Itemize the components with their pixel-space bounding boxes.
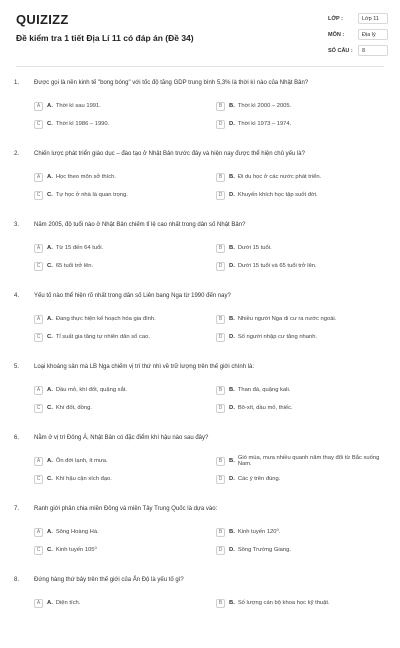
option-key-dot: .	[51, 547, 53, 553]
option-letter-box[interactable]: B	[216, 528, 225, 537]
option-text: Đang thực hiện kế hoạch hóa gia đình.	[55, 316, 156, 322]
option-key: A	[47, 529, 52, 535]
option-text: Số lượng cán bộ khoa học kỹ thuật.	[237, 600, 330, 606]
meta-label: LỚP :	[328, 15, 343, 22]
option-key-dot: .	[51, 121, 53, 127]
question-2	[0, 151, 400, 222]
option-key: B	[229, 174, 234, 180]
option-key: B	[229, 103, 234, 109]
answer-options	[0, 171, 400, 201]
option-key: B	[229, 245, 234, 251]
answer-option-b[interactable]	[216, 313, 384, 325]
answer-option-c[interactable]	[34, 331, 202, 343]
option-text: Ôn đới lạnh, ít mưa.	[55, 458, 108, 464]
question-text: Nằm ở vị trí Đông Á, Nhật Bản có đặc điểm khí hậu nào sau đây?	[34, 435, 209, 441]
option-text: Thời kì 1986 – 1990.	[55, 121, 110, 127]
option-key: C	[47, 476, 52, 482]
option-key-dot: .	[233, 387, 235, 393]
option-text: Khuyến khích học tập suốt đời.	[237, 192, 318, 198]
question-list	[0, 80, 400, 648]
question-3	[0, 222, 400, 293]
answer-option-a[interactable]	[34, 242, 202, 254]
question-header	[0, 506, 400, 526]
quizizz-logo: QUIZIZZ	[16, 12, 69, 27]
option-letter-box[interactable]: B	[216, 244, 225, 253]
option-text: Than đá, quặng kali.	[237, 387, 291, 393]
question-text: Được gọi là nền kinh tế "bong bóng" với tốc độ tăng GDP trung bình 5,3% là thời kì nào của Nhật Bản?	[34, 80, 309, 86]
option-key-dot: .	[51, 476, 53, 482]
option-letter-box[interactable]: A	[34, 102, 43, 111]
answer-option-c[interactable]	[34, 118, 202, 130]
answer-options	[0, 597, 400, 609]
answer-options	[0, 455, 400, 485]
answer-option-c[interactable]	[34, 402, 202, 414]
option-key-dot: .	[51, 263, 53, 269]
option-letter-box[interactable]: D	[216, 404, 225, 413]
option-key: A	[47, 387, 52, 393]
question-header	[0, 577, 400, 597]
option-letter-box[interactable]: C	[34, 120, 43, 129]
option-letter-box[interactable]: C	[34, 262, 43, 271]
option-letter-box[interactable]: A	[34, 315, 43, 324]
answer-option-b[interactable]	[216, 384, 384, 396]
option-key-dot: .	[51, 529, 53, 535]
answer-option-b[interactable]	[216, 171, 384, 183]
option-key-dot: .	[233, 405, 235, 411]
answer-option-a[interactable]	[34, 455, 202, 467]
option-key-dot: .	[51, 316, 53, 322]
option-text: Dưới 15 tuổi và 65 tuổi trở lên.	[237, 263, 317, 269]
answer-option-b[interactable]	[216, 100, 384, 112]
option-key-dot: .	[233, 245, 235, 251]
answer-options	[0, 526, 400, 556]
option-letter-box[interactable]: A	[34, 244, 43, 253]
option-key-dot: .	[51, 103, 53, 109]
header-divider	[16, 66, 384, 67]
option-text: Khí đốt, đồng.	[55, 405, 92, 411]
option-key-dot: .	[233, 263, 235, 269]
option-letter-box[interactable]: D	[216, 191, 225, 200]
option-text: Thời kì 2000 – 2005.	[237, 103, 292, 109]
option-key: B	[229, 387, 234, 393]
option-key: A	[47, 600, 52, 606]
question-text: Loại khoáng sản mà LB Nga chiếm vị trí thứ nhì về trữ lượng trên thế giới chính là:	[34, 364, 255, 370]
meta-value: Địa lý	[358, 29, 388, 40]
option-text: Tỉ suất gia tăng tự nhiên dân số cao.	[55, 334, 150, 340]
question-text: Năm 2005, độ tuổi nào ở Nhật Bản chiếm tỉ lệ cao nhất trong dân số Nhật Bản?	[34, 222, 246, 228]
option-key: A	[47, 458, 52, 464]
option-letter-box[interactable]: C	[34, 404, 43, 413]
page-header	[0, 0, 400, 68]
question-number: 5.	[14, 364, 20, 370]
option-key-dot: .	[233, 121, 235, 127]
option-key-dot: .	[51, 405, 53, 411]
option-text: Thời kì 1973 – 1974.	[237, 121, 292, 127]
option-key: B	[229, 529, 234, 535]
option-letter-box[interactable]: C	[34, 333, 43, 342]
question-number: 1.	[14, 80, 20, 86]
answer-option-b[interactable]	[216, 455, 384, 467]
question-header	[0, 293, 400, 313]
option-text: Gió mùa, mưa nhiều quanh năm thay đổi từ Bắc xuống Nam.	[237, 455, 380, 467]
question-6	[0, 435, 400, 506]
option-key-dot: .	[233, 103, 235, 109]
option-letter-box[interactable]: D	[216, 262, 225, 271]
option-text: Dưới 15 tuổi.	[237, 245, 272, 251]
option-text: Dầu mỏ, khí đốt, quặng sắt.	[55, 387, 128, 393]
option-key: D	[229, 547, 234, 553]
option-key-dot: .	[233, 316, 235, 322]
option-letter-box[interactable]: C	[34, 475, 43, 484]
option-text: 65 tuổi trở lên.	[55, 263, 94, 269]
question-text: Đứng hàng thứ bảy trên thế giới của Ấn Độ là yếu tố gì?	[34, 577, 184, 583]
option-key: D	[229, 121, 234, 127]
answer-option-c[interactable]	[34, 260, 202, 272]
meta-label: SỐ CÂU :	[328, 47, 353, 54]
option-key-dot: .	[51, 245, 53, 251]
answer-option-d[interactable]	[216, 189, 384, 201]
option-key: A	[47, 316, 52, 322]
question-5	[0, 364, 400, 435]
option-text: Kinh tuyến 105⁰	[55, 547, 97, 553]
question-number: 6.	[14, 435, 20, 441]
option-text: Đi du học ở các nước phát triển.	[237, 174, 322, 180]
option-text: Diện tích.	[55, 600, 81, 606]
option-key-dot: .	[233, 334, 235, 340]
question-header	[0, 80, 400, 100]
option-text: Kinh tuyến 120⁰.	[237, 529, 281, 535]
question-number: 3.	[14, 222, 20, 228]
meta-label: MÔN :	[328, 31, 345, 38]
option-text: Thời kì sau 1991.	[55, 103, 101, 109]
option-key: C	[47, 263, 52, 269]
option-letter-box[interactable]: A	[34, 599, 43, 608]
option-letter-box[interactable]: A	[34, 457, 43, 466]
option-letter-box[interactable]: D	[216, 475, 225, 484]
option-letter-box[interactable]: B	[216, 315, 225, 324]
answer-option-a[interactable]	[34, 384, 202, 396]
answer-option-a[interactable]	[34, 526, 202, 538]
question-7	[0, 506, 400, 577]
option-letter-box[interactable]: D	[216, 120, 225, 129]
answer-options	[0, 100, 400, 130]
option-key-dot: .	[233, 458, 235, 464]
answer-option-d[interactable]	[216, 331, 384, 343]
option-text: Bô-xít, dầu mỏ, thiếc.	[237, 405, 293, 411]
option-key: A	[47, 245, 52, 251]
option-key-dot: .	[51, 192, 53, 198]
question-4	[0, 293, 400, 364]
question-header	[0, 151, 400, 171]
meta-panel	[328, 12, 388, 60]
option-letter-box[interactable]: B	[216, 102, 225, 111]
answer-option-d[interactable]	[216, 402, 384, 414]
meta-value: Lớp 11	[358, 13, 388, 24]
option-letter-box[interactable]: A	[34, 386, 43, 395]
option-key: C	[47, 192, 52, 198]
option-key-dot: .	[233, 192, 235, 198]
option-text: Sông Trường Giang.	[237, 547, 291, 553]
option-key-dot: .	[51, 174, 53, 180]
option-letter-box[interactable]: B	[216, 386, 225, 395]
question-text: Chiến lược phát triển giáo dục – đào tạo ở Nhật Bản trước đây và hiện nay được thể hiện chủ yếu là?	[34, 151, 305, 157]
option-letter-box[interactable]: B	[216, 599, 225, 608]
option-key: C	[47, 121, 52, 127]
question-header	[0, 222, 400, 242]
option-key: D	[229, 263, 234, 269]
option-key: D	[229, 476, 234, 482]
answer-option-b[interactable]	[216, 526, 384, 538]
question-number: 7.	[14, 506, 20, 512]
option-letter-box[interactable]: D	[216, 333, 225, 342]
answer-option-d[interactable]	[216, 473, 384, 485]
option-key-dot: .	[51, 334, 53, 340]
option-text: Nhiều người Nga di cư ra nước ngoài.	[237, 316, 337, 322]
question-8	[0, 577, 400, 648]
option-key-dot: .	[51, 387, 53, 393]
question-header	[0, 364, 400, 384]
option-letter-box[interactable]: C	[34, 191, 43, 200]
answer-option-a[interactable]	[34, 171, 202, 183]
option-letter-box[interactable]: C	[34, 546, 43, 555]
answer-option-c[interactable]	[34, 189, 202, 201]
option-letter-box[interactable]: A	[34, 528, 43, 537]
option-text: Số người nhập cư tăng nhanh.	[237, 334, 318, 340]
option-text: Các ý trên đúng.	[237, 476, 281, 482]
question-text: Yếu tố nào thể hiện rõ nhất trong dân số Liên bang Nga từ 1990 đến nay?	[34, 293, 231, 299]
answer-option-a[interactable]	[34, 313, 202, 325]
option-key: D	[229, 405, 234, 411]
answer-option-b[interactable]	[216, 597, 384, 609]
option-key-dot: .	[233, 529, 235, 535]
option-key: C	[47, 405, 52, 411]
answer-option-c[interactable]	[34, 473, 202, 485]
answer-option-d[interactable]	[216, 544, 384, 556]
meta-row-subject	[328, 28, 388, 41]
answer-options	[0, 242, 400, 272]
question-number: 8.	[14, 577, 20, 583]
option-key: B	[229, 316, 234, 322]
option-letter-box[interactable]: D	[216, 546, 225, 555]
answer-option-d[interactable]	[216, 118, 384, 130]
option-text: Tự học ở nhà là quan trọng.	[55, 192, 128, 198]
option-key: D	[229, 334, 234, 340]
question-1	[0, 80, 400, 151]
option-key-dot: .	[233, 547, 235, 553]
option-key: D	[229, 192, 234, 198]
question-header	[0, 435, 400, 455]
option-key: A	[47, 174, 52, 180]
option-text: Sông Hoàng Hà.	[55, 529, 99, 535]
meta-row-class	[328, 12, 388, 25]
option-key: B	[229, 458, 234, 464]
answer-options	[0, 384, 400, 414]
question-number: 4.	[14, 293, 20, 299]
option-letter-box[interactable]: A	[34, 173, 43, 182]
answer-option-a[interactable]	[34, 597, 202, 609]
document-title: Đề kiểm tra 1 tiết Địa Lí 11 có đáp án (Đề 34)	[16, 33, 194, 43]
option-text: Khí hậu cận xích đạo.	[55, 476, 112, 482]
answer-options	[0, 313, 400, 343]
option-key-dot: .	[233, 174, 235, 180]
option-key: C	[47, 547, 52, 553]
question-number: 2.	[14, 151, 20, 157]
option-key: A	[47, 103, 52, 109]
option-text: Học theo môn sở thích.	[55, 174, 117, 180]
answer-option-a[interactable]	[34, 100, 202, 112]
option-letter-box[interactable]: B	[216, 173, 225, 182]
option-key: C	[47, 334, 52, 340]
option-key: B	[229, 600, 234, 606]
option-text: Từ 15 đến 64 tuổi.	[55, 245, 104, 251]
meta-value: 8	[358, 45, 388, 56]
answer-option-b[interactable]	[216, 242, 384, 254]
option-key-dot: .	[233, 476, 235, 482]
answer-option-d[interactable]	[216, 260, 384, 272]
option-letter-box[interactable]: B	[216, 457, 225, 466]
option-key-dot: .	[233, 600, 235, 606]
question-text: Ranh giới phân chia miền Đông và miền Tây Trung Quốc là dựa vào:	[34, 506, 218, 512]
answer-option-c[interactable]	[34, 544, 202, 556]
option-key-dot: .	[51, 600, 53, 606]
meta-row-count	[328, 44, 388, 57]
option-key-dot: .	[51, 458, 53, 464]
